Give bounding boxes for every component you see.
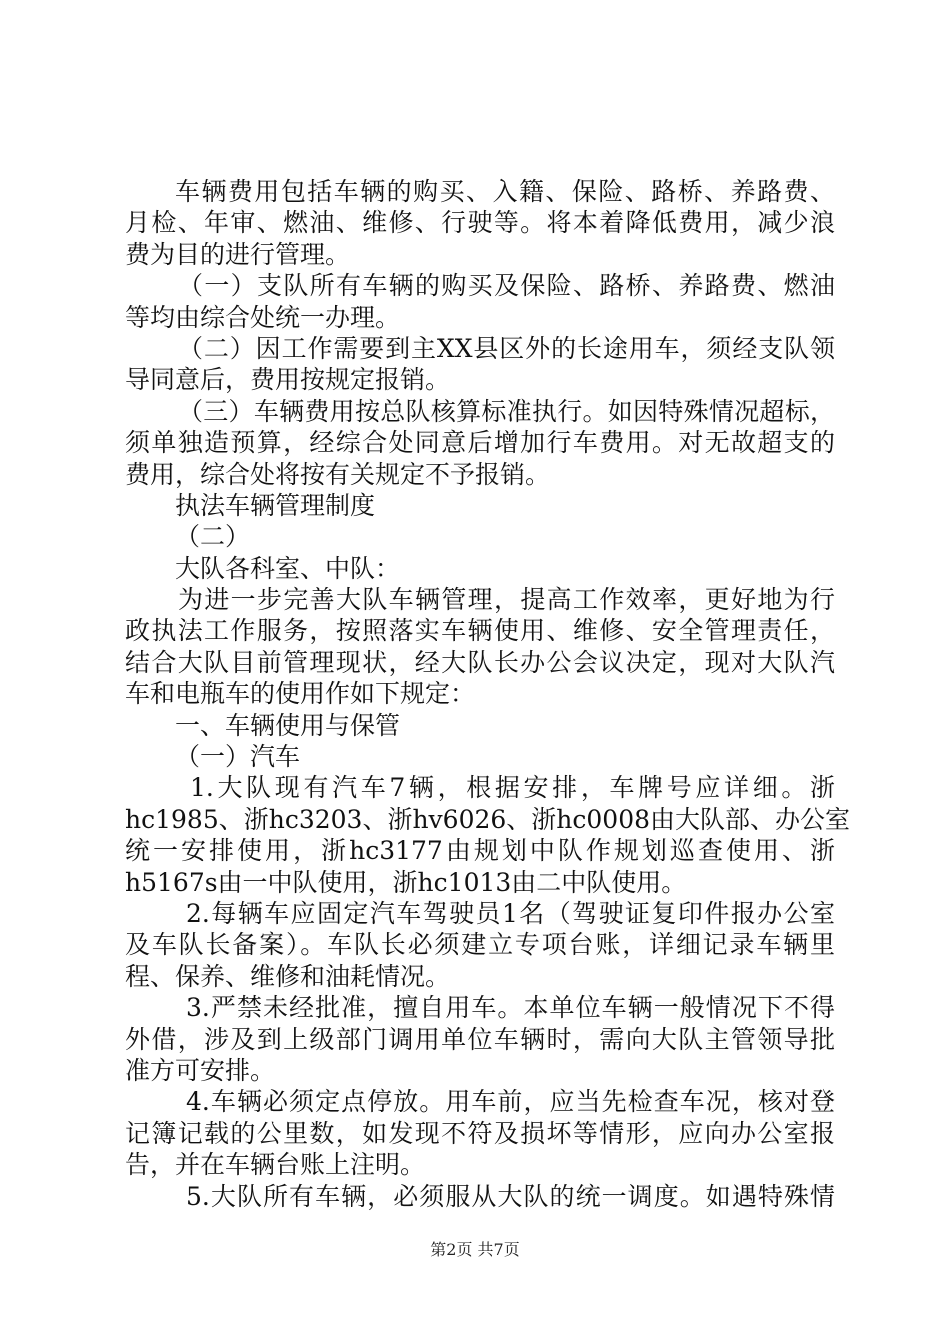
section-number: （二） [175, 522, 251, 552]
paragraph-line: 程、保养、维修和油耗情况。 [125, 961, 451, 991]
subsection-heading: （一）汽车 [175, 742, 301, 772]
paragraph-line: 5.大队所有车辆，必须服从大队的统一调度。如遇特殊情 [186, 1181, 835, 1211]
paragraph-line: 外借，涉及到上级部门调用单位车辆时，需向大队主管领导批 [125, 1024, 835, 1054]
paragraph-line: 须单独造预算，经综合处同意后增加行车费用。对无故超支的 [125, 428, 835, 458]
paragraph-line: 导同意后，费用按规定报销。 [125, 365, 451, 395]
page-number-footer: 第2页 共7页 [430, 1240, 520, 1259]
paragraph-line: 3.严禁未经批准，擅自用车。本单位车辆一般情况下不得 [186, 993, 835, 1023]
paragraph-line: 告，并在车辆台账上注明。 [125, 1150, 426, 1180]
section-heading: 一、车辆使用与保管 [175, 710, 401, 740]
paragraph-line: 记簿记载的公里数，如发现不符及损坏等情形，应向办公室报 [125, 1118, 835, 1148]
paragraph-line: 政执法工作服务，按照落实车辆使用、维修、安全管理责任， [125, 616, 835, 646]
paragraph-line: 统一安排使用，浙hc3177由规划中队作规划巡查使用、浙 [125, 836, 835, 866]
paragraph-line: hc1985、浙hc3203、浙hv6026、浙hc0008由大队部、办公室 [125, 804, 851, 834]
paragraph-line: 准方可安排。 [125, 1055, 276, 1085]
paragraph-line: （二）因工作需要到主XX县区外的长途用车，须经支队领 [178, 333, 835, 363]
paragraph-line: 为进一步完善大队车辆管理，提高工作效率，更好地为行 [178, 585, 835, 615]
paragraph-line: 费为目的进行管理。 [125, 239, 351, 269]
paragraph-line: 及车队长备案）。车队长必须建立专项台账，详细记录车辆里 [125, 930, 835, 960]
paragraph-line: 4.车辆必须定点停放。用车前，应当先检查车况，核对登 [186, 1087, 835, 1117]
paragraph-line: 等均由综合处统一办理。 [125, 302, 401, 332]
paragraph-line: 费用，综合处将按有关规定不予报销。 [125, 459, 551, 489]
paragraph-line: 车辆费用包括车辆的购买、入籍、保险、路桥、养路费、 [175, 177, 835, 206]
document-body [125, 176, 851, 1212]
salutation: 大队各科室、中队： [175, 553, 401, 583]
paragraph-line: 2.每辆车应固定汽车驾驶员1名（驾驶证复印件报办公室 [186, 898, 835, 928]
section-heading: 执法车辆管理制度 [175, 490, 376, 520]
paragraph-line: （一）支队所有车辆的购买及保险、路桥、养路费、燃油 [178, 271, 835, 301]
paragraph-line: 1.大队现有汽车7辆，根据安排，车牌号应详细。浙 [190, 773, 835, 803]
paragraph-line: 月检、年审、燃油、维修、行驶等。将本着降低费用，减少浪 [125, 208, 835, 238]
paragraph-line: 结合大队目前管理现状，经大队长办公会议决定，现对大队汽 [125, 647, 835, 677]
paragraph-line: h5167s由一中队使用，浙hc1013由二中队使用。 [125, 867, 687, 897]
paragraph-line: 车和电瓶车的使用作如下规定： [125, 679, 476, 709]
paragraph-line: （三）车辆费用按总队核算标准执行。如因特殊情况超标， [178, 396, 835, 426]
